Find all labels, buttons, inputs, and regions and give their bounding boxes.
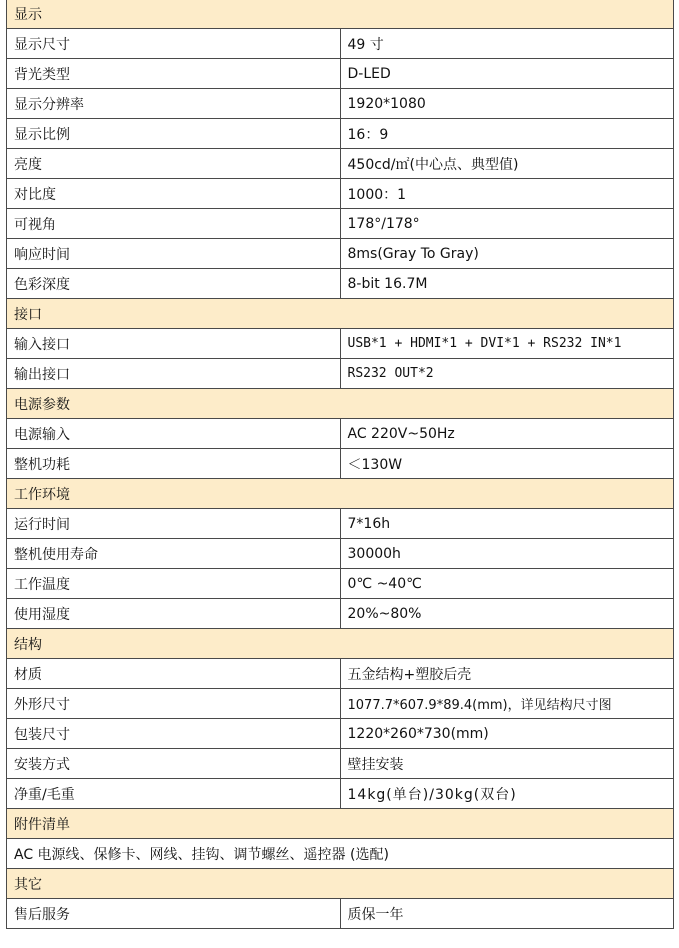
row-label: 可视角	[7, 209, 341, 239]
row-value: 16：9	[340, 119, 674, 149]
row-value: RS232 OUT*2	[340, 359, 674, 389]
table-row	[7, 449, 674, 479]
table-row	[7, 749, 674, 779]
row-value: 49 寸	[340, 29, 674, 59]
table-row	[7, 329, 674, 359]
row-value: 20%~80%	[340, 599, 674, 629]
table-row	[7, 839, 674, 869]
row-label: 外形尺寸	[7, 689, 341, 719]
row-label: 色彩深度	[7, 269, 341, 299]
row-label: 电源输入	[7, 419, 341, 449]
row-label: 显示比例	[7, 119, 341, 149]
table-row	[7, 419, 674, 449]
table-row	[7, 119, 674, 149]
section-header-other	[7, 869, 674, 899]
row-label: 响应时间	[7, 239, 341, 269]
row-value: 8ms(Gray To Gray)	[340, 239, 674, 269]
row-label: 整机使用寿命	[7, 539, 341, 569]
table-row	[7, 899, 674, 929]
table-row	[7, 599, 674, 629]
table-row	[7, 59, 674, 89]
row-label: 输出接口	[7, 359, 341, 389]
table-row	[7, 359, 674, 389]
section-header-accessories	[7, 809, 674, 839]
row-value: 0℃ ~40℃	[340, 569, 674, 599]
row-label: 对比度	[7, 179, 341, 209]
row-label: 售后服务	[7, 899, 341, 929]
row-value: 178°/178°	[340, 209, 674, 239]
row-value: 14kg(单台)/30kg(双台)	[340, 779, 674, 809]
row-value: 1000：1	[340, 179, 674, 209]
section-title: 接口	[7, 299, 674, 329]
table-row	[7, 149, 674, 179]
row-value: 450cd/㎡(中心点、典型值)	[340, 149, 674, 179]
section-header-interface	[7, 299, 674, 329]
row-value: 30000h	[340, 539, 674, 569]
row-value: 1220*260*730(mm)	[340, 719, 674, 749]
row-label: 净重/毛重	[7, 779, 341, 809]
row-value: 壁挂安装	[340, 749, 674, 779]
section-title: 结构	[7, 629, 674, 659]
row-value: D-LED	[340, 59, 674, 89]
row-label: 输入接口	[7, 329, 341, 359]
table-row	[7, 719, 674, 749]
section-header-structure	[7, 629, 674, 659]
section-title: 工作环境	[7, 479, 674, 509]
row-label: 包装尺寸	[7, 719, 341, 749]
section-header-environment	[7, 479, 674, 509]
table-row	[7, 239, 674, 269]
accessories-list: AC 电源线、保修卡、网线、挂钩、调节螺丝、遥控器 (选配)	[7, 839, 674, 869]
table-row	[7, 539, 674, 569]
row-value: 质保一年	[340, 899, 674, 929]
row-value: 五金结构+塑胶后壳	[340, 659, 674, 689]
table-row	[7, 29, 674, 59]
row-label: 材质	[7, 659, 341, 689]
section-header-power	[7, 389, 674, 419]
row-value: AC 220V~50Hz	[340, 419, 674, 449]
row-value: 7*16h	[340, 509, 674, 539]
section-title: 其它	[7, 869, 674, 899]
row-label: 安装方式	[7, 749, 341, 779]
row-label: 工作温度	[7, 569, 341, 599]
row-value: 8-bit 16.7M	[340, 269, 674, 299]
section-header-display	[7, 0, 674, 29]
row-label: 运行时间	[7, 509, 341, 539]
table-row	[7, 209, 674, 239]
row-label: 显示尺寸	[7, 29, 341, 59]
section-title: 附件清单	[7, 809, 674, 839]
row-value: USB*1 + HDMI*1 + DVI*1 + RS232 IN*1	[340, 329, 674, 359]
row-label: 使用湿度	[7, 599, 341, 629]
table-row	[7, 659, 674, 689]
row-label: 整机功耗	[7, 449, 341, 479]
row-label: 背光类型	[7, 59, 341, 89]
section-title: 显示	[7, 0, 674, 29]
row-label: 显示分辨率	[7, 89, 341, 119]
row-value: 1920*1080	[340, 89, 674, 119]
table-row	[7, 509, 674, 539]
row-label: 亮度	[7, 149, 341, 179]
table-row	[7, 569, 674, 599]
table-row	[7, 179, 674, 209]
table-row	[7, 689, 674, 719]
table-row	[7, 89, 674, 119]
row-value: 1077.7*607.9*89.4(mm)，详见结构尺寸图	[340, 689, 674, 719]
row-value: ＜130W	[340, 449, 674, 479]
spec-table	[6, 0, 674, 929]
section-title: 电源参数	[7, 389, 674, 419]
table-row	[7, 269, 674, 299]
table-row	[7, 779, 674, 809]
